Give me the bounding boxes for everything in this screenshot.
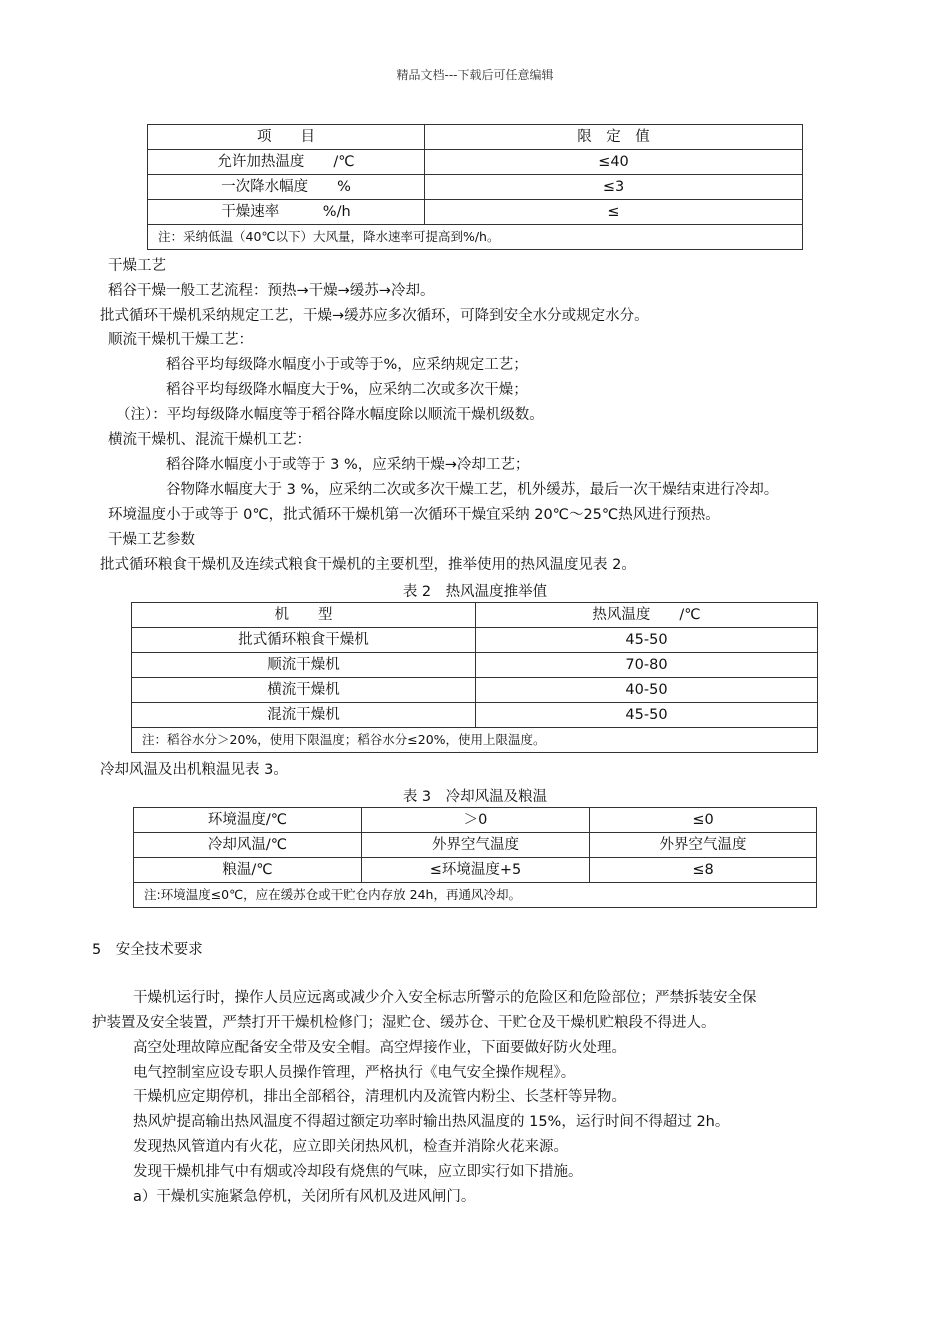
table-cell: 冷却风温/℃: [134, 833, 362, 858]
drying-limits-table: [147, 124, 803, 250]
text-line: 横流干燥机、混流干燥机工艺：: [108, 432, 311, 448]
table-cell: 横流干燥机: [132, 678, 476, 703]
paragraph-line: 发现热风管道内有火花，应立即关闭热风机，检查并消除火花来源。: [133, 1139, 568, 1155]
table-row: [148, 150, 803, 175]
table-cell: ≤0: [590, 808, 817, 833]
text-line: （注）：平均每级降水幅度等于稻谷降水幅度除以顺流干燥机级数。: [116, 407, 544, 423]
table-row: [148, 175, 803, 200]
text-line: 谷物降水幅度大于 3 %，应采纳二次或多次干燥工艺，机外缓苏，最后一次干燥结束进行冷却。: [166, 482, 779, 498]
table-cell: 顺流干燥机: [132, 653, 476, 678]
table-cell: 外界空气温度: [590, 833, 817, 858]
paragraph-line: 护装置及安全装置，严禁打开干燥机检修门；湿贮仓、缓苏仓、干贮仓及干燥机贮粮段不得进人。: [92, 1015, 716, 1031]
header-cell: 机 型: [132, 603, 476, 628]
table-cell: 允许加热温度 /℃: [148, 150, 425, 175]
paragraph-line: 发现干燥机排气中有烟或冷却段有烧焦的气味，应立即实行如下措施。: [133, 1164, 583, 1180]
text-line: 批式循环粮食干燥机及连续式粮食干燥机的主要机型，推举使用的热风温度见表 2。: [100, 557, 636, 573]
text-line: 稻谷平均每级降水幅度小于或等于%，应采纳规定工艺；: [166, 357, 528, 373]
table-row: [132, 703, 818, 728]
table-note: 注:环境温度≤0℃，应在缓苏仓或干贮仓内存放 24h，再通风冷却。: [134, 883, 817, 908]
section-5-title: 5 安全技术要求: [92, 942, 203, 958]
table-row: [134, 808, 817, 833]
text-line: 稻谷平均每级降水幅度大于%，应采纳二次或多次干燥；: [166, 382, 528, 398]
heading-drying-process: 干燥工艺: [108, 258, 166, 274]
table-cell: ≤3: [425, 175, 803, 200]
table-cell: 批式循环粮食干燥机: [132, 628, 476, 653]
table-row: [148, 200, 803, 225]
table-cell: 混流干燥机: [132, 703, 476, 728]
table-note: 注：稻谷水分＞20%，使用下限温度；稻谷水分≤20%，使用上限温度。: [132, 728, 818, 753]
table-note-row: [132, 728, 818, 753]
table-cell: ≤8: [590, 858, 817, 883]
table-cell: ≤40: [425, 150, 803, 175]
table-cell: ＞0: [362, 808, 590, 833]
table-cell: 外界空气温度: [362, 833, 590, 858]
table-row: [134, 858, 817, 883]
table-cell: 70-80: [476, 653, 818, 678]
cooling-temp-table: [133, 807, 817, 908]
table-cell: 45-50: [476, 628, 818, 653]
table-note-row: [134, 883, 817, 908]
table-note-row: [148, 225, 803, 250]
text-line: 稻谷降水幅度小于或等于 3 %，应采纳干燥→冷却工艺；: [166, 457, 530, 473]
page-header: 精品文档---下载后可任意编辑: [396, 68, 554, 82]
heading-process-params: 干燥工艺参数: [108, 532, 195, 548]
header-cell: 限 定 值: [425, 125, 803, 150]
table-cell: 一次降水幅度 %: [148, 175, 425, 200]
text-line: 稻谷干燥一般工艺流程：预热→干燥→缓苏→冷却。: [108, 283, 435, 299]
paragraph-line: 干燥机运行时，操作人员应远离或减少介入安全标志所警示的危险区和危险部位；严禁拆装安全保: [133, 990, 757, 1006]
table-cell: 粮温/℃: [134, 858, 362, 883]
table-cell: 45-50: [476, 703, 818, 728]
header-cell: 项 目: [148, 125, 425, 150]
header-cell: 热风温度 /℃: [476, 603, 818, 628]
hot-air-temp-table: [131, 602, 818, 753]
paragraph-line: 热风炉提高输出热风温度不得超过额定功率时输出热风温度的 15%，运行时间不得超过 2h。: [133, 1114, 730, 1130]
paragraph-line: 电气控制室应设专职人员操作管理，严格执行《电气安全操作规程》。: [133, 1065, 576, 1081]
table-cell: 40-50: [476, 678, 818, 703]
table3-caption: 表 3 冷却风温及粮温: [402, 789, 548, 805]
table-cell: 环境温度/℃: [134, 808, 362, 833]
text-line: 冷却风温及出机粮温见表 3。: [100, 762, 288, 778]
paragraph-line: 高空处理故障应配备安全带及安全帽。高空焊接作业，下面要做好防火处理。: [133, 1040, 626, 1056]
table-note: 注：采纳低温（40℃以下）大风量，降水速率可提高到%/h。: [148, 225, 803, 250]
table-header-row: [132, 603, 818, 628]
table-cell: 干燥速率 %/h: [148, 200, 425, 225]
paragraph-line: a）干燥机实施紧急停机，关闭所有风机及进风闸门。: [133, 1189, 476, 1205]
table-cell: ≤: [425, 200, 803, 225]
table-row: [132, 653, 818, 678]
table-row: [134, 833, 817, 858]
text-line: 环境温度小于或等于 0℃，批式循环干燥机第一次循环干燥宜采纳 20℃～25℃热风进行预热。: [108, 507, 720, 523]
table-cell: ≤环境温度+5: [362, 858, 590, 883]
text-line: 批式循环干燥机采纳规定工艺，干燥→缓苏应多次循环，可降到安全水分或规定水分。: [100, 308, 649, 324]
table-header-row: [148, 125, 803, 150]
text-line: 顺流干燥机干燥工艺：: [108, 332, 253, 348]
table-row: [132, 678, 818, 703]
table2-caption: 表 2 热风温度推举值: [402, 584, 548, 600]
table-row: [132, 628, 818, 653]
paragraph-line: 干燥机应定期停机，排出全部稻谷，清理机内及流管内粉尘、长茎杆等异物。: [133, 1089, 626, 1105]
